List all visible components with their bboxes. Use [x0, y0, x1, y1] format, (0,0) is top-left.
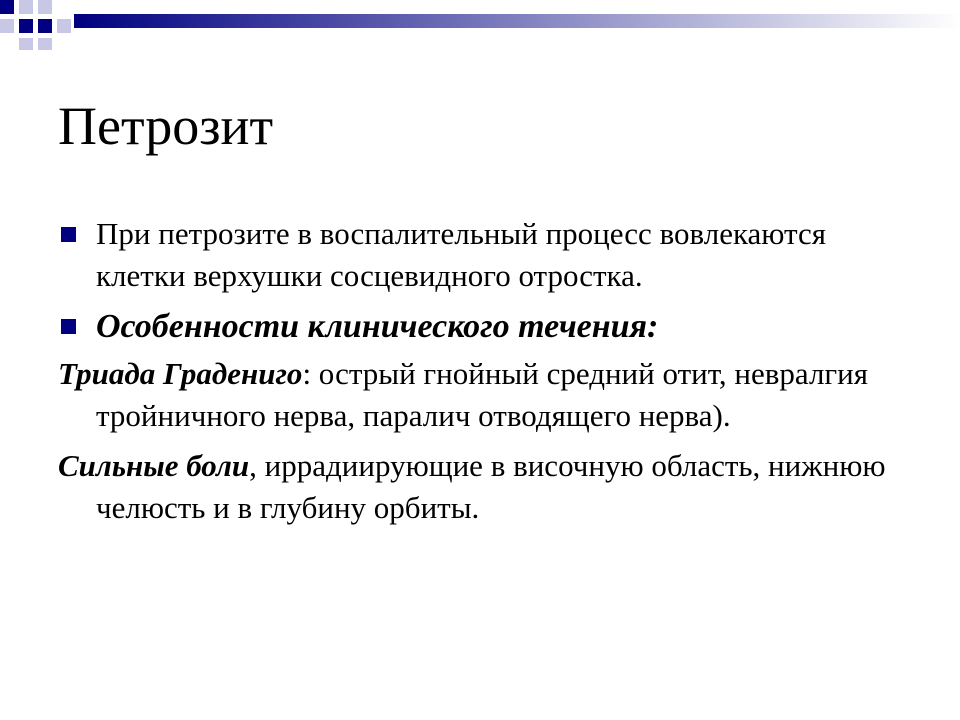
header-decoration: [0, 0, 960, 50]
section-heading: Особенности клинического течения:: [96, 308, 659, 345]
deco-square: [0, 19, 14, 33]
header-gradient-bar: [74, 14, 960, 28]
slide-body: [58, 213, 918, 529]
deco-square: [19, 0, 33, 14]
paragraph: [58, 353, 918, 437]
deco-square: [19, 19, 33, 33]
paragraph-text: : острый гнойный средний отит, невралгия тройничного нерва, паралич отводящего нерва).: [96, 356, 868, 433]
deco-square: [38, 0, 52, 14]
deco-square: [19, 38, 33, 50]
bullet-text: При петрозите в воспалительный процесс вовлекаются клетки верхушки сосцевидного отростка.: [96, 216, 826, 293]
paragraph-text: , иррадиирующие в височную область, нижнюю челюсть и в глубину орбиты.: [96, 448, 886, 525]
bullet-item: [58, 303, 918, 351]
square-bullet-icon: [61, 227, 76, 242]
bullet-item: [58, 213, 918, 297]
emphasis-term: Триада Градениго: [58, 356, 303, 391]
square-bullet-icon: [61, 319, 76, 334]
deco-square: [57, 19, 71, 33]
paragraph: [58, 445, 918, 529]
deco-square: [38, 19, 52, 33]
slide-title: Петрозит: [58, 96, 274, 156]
deco-square: [0, 0, 14, 14]
deco-square: [38, 38, 52, 50]
emphasis-term: Сильные боли: [58, 448, 250, 483]
